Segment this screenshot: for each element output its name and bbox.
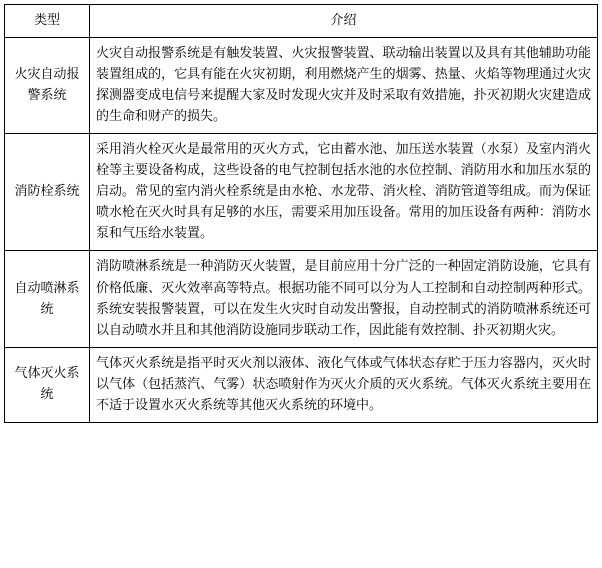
table-body — [5, 38, 598, 423]
cell-description — [90, 38, 598, 134]
table-header — [5, 5, 598, 38]
cell-type: 火灾自动报警系统 — [5, 38, 90, 134]
column-header-description: 介绍 — [90, 5, 598, 38]
description-text: 消防喷淋系统是一种消防灭火装置，是目前应用十分广泛的一种固定消防设施，它具有价格低廉、灭火效率高等特点。根据功能不同可以分为人工控制和自动控制两种形式。系统安装报警装置，可以在发生火灾时自动发出警报，自动控制式的消防喷淋系统还可以自动喷水并且和其他消防设施同步联动工作，因此能有效控制、扑灭初期火灾。 — [96, 259, 591, 338]
cell-description — [90, 251, 598, 347]
cell-type: 消防栓系统 — [5, 134, 90, 251]
column-header-type: 类型 — [5, 5, 90, 38]
table-row — [5, 38, 598, 134]
table-row — [5, 134, 598, 251]
cell-description — [90, 134, 598, 251]
cell-type: 气体灭火系统 — [5, 347, 90, 422]
description-text: 火灾自动报警系统是有触发装置、火灾报警装置、联动输出装置以及具有其他辅助功能装置组成的，它具有能在火灾初期，利用燃烧产生的烟雾、热量、火焰等物理通过火灾探测器变成电信号来提醒大家及时发现火灾并及时采取有效措施，扑灭初期火灾建造成的生命和财产的损失。 — [96, 46, 591, 125]
cell-type: 自动喷淋系统 — [5, 251, 90, 347]
fire-systems-table — [4, 4, 598, 423]
table-row — [5, 251, 598, 347]
description-text: 采用消火栓灭火是最常用的灭火方式，它由蓄水池、加压送水装置（水泵）及室内消火栓等主要设备构成，这些设备的电气控制包括水池的水位控制、消防用水和加压水泵的启动。常见的室内消火栓系统是由水枪、水龙带、消火栓、消防管道等组成。而为保证喷水枪在灭火时具有足够的水压，需要采用加压设备。常用的加压设备有两种：消防水泵和气压给水装置。 — [96, 142, 591, 242]
cell-description — [90, 347, 598, 422]
table-header-row — [5, 5, 598, 38]
description-text: 气体灭火系统是指平时灭火剂以液体、液化气体或气体状态存贮于压力容器内，灭火时以气体（包括蒸汽、气雾）状态喷射作为灭火介质的灭火系统。气体灭火系统主要用在不适于设置水灭火系统等其他灭火系统的环境中。 — [96, 355, 591, 413]
table-row — [5, 347, 598, 422]
